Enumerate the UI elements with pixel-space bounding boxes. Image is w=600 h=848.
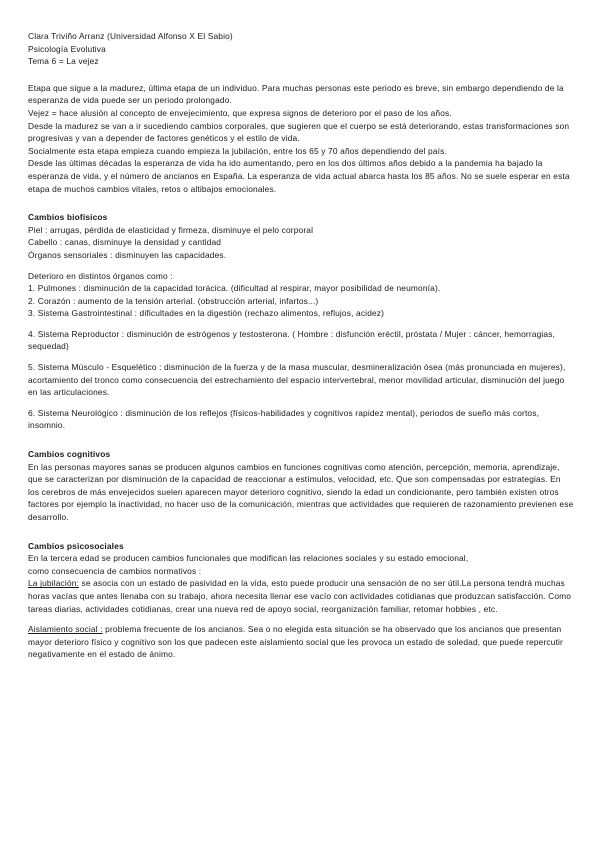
psicosociales-intro: En la tercera edad se producen cambios funcionales que modifican las relaciones sociales y su estado emocional,: [28, 553, 469, 564]
biofisicos-item: Piel : arrugas, pérdida de elasticidad y firmeza, disminuye el pelo corporal: [28, 224, 314, 235]
intro-paragraph: Vejez = hace alusión al concepto de envejecimiento, que expresa signos de deterioro por el paso de los años.: [28, 107, 452, 118]
organos-intro: Deterioro en distintos órganos como :: [28, 270, 173, 281]
intro-paragraph: Desde la madurez se van a ir sucediendo cambios corporales, que sugieren que el cuerpo se está deteriorando, estas transformaciones son progresivas y van a depender de factores genéticos y el estilo de vida.: [28, 120, 570, 144]
organo-item: 1. Pulmones : disminución de la capacidad torácica. (dificultad al respirar, mayor posibilidad de neumonía).: [28, 283, 441, 294]
jubilacion-text: se asocia con un estado de pasividad en la vida, esto puede producir una sensación de no ser útil.La persona tendrá muchas horas vacías que antes llenaba con su trabajo, ahora necesita llenar ese vacío con actividades cotidianas que produzcan satisfacción. Como tareas diarias, actividades cotidianas, crear una nueva red de apoyo social, reorganización familiar, retomar hobbies , etc.: [28, 578, 572, 614]
organo-musculo: 5. Sistema Músculo - Esquelético : disminución de la fuerza y de la masa muscular, desmineralización ósea (más pronunciada en mujeres), acortamiento del tronco como consecuencia del estrechamiento del espacio intervertebral, menor movilidad articular, disminución del juego en las articulaciones.: [28, 362, 566, 398]
jubilacion-label: La jubilación:: [28, 578, 79, 589]
organos-list: [28, 270, 574, 320]
intro-section: [28, 82, 574, 195]
subject-line: Psicología Evolutiva: [28, 43, 106, 54]
cognitivos-section: [28, 448, 574, 524]
cognitivos-paragraph: En las personas mayores sanas se producen algunos cambios en funciones cognitivas como atención, percepción, memoria, aprendizaje, que se caracterizan por disminución de la capacidad de reaccionar a estímulos, velocidad, etc. Que son compensadas por estrategias. En los cerebros de más envejecidos suelen aparecen mayor deterioro cognitivo, siendo la edad un condicionante, pero también existen otros factores por ejemplo la inactividad, no hacer uso de la comunicación, mientras que actividades que requieren de razonamiento previenen ese desarrollo.: [28, 461, 574, 522]
section-heading: Cambios psicosociales: [28, 540, 124, 551]
biofisicos-item: Cabello : canas, disminuye la densidad y cantidad: [28, 237, 222, 248]
biofisicos-section: [28, 211, 574, 432]
organo-item: 2. Corazón : aumento de la tensión arterial. (obstrucción arterial, infartos...): [28, 295, 319, 306]
organo-neurologico: 6. Sistema Neurológico : disminución de los reflejos (físicos-habilidades y cognitivos rapidez mental), periodos de sueño más cortos, insomnio.: [28, 407, 540, 431]
jubilacion-paragraph: [28, 577, 574, 615]
aislamiento-paragraph: [28, 623, 574, 661]
author-line: Clara Triviño Arranz (Universidad Alfonso X El Sabio): [28, 31, 233, 41]
aislamiento-label: Aislamiento social :: [28, 624, 103, 635]
intro-paragraph: Desde las últimas décadas la esperanza de vida ha ido aumentando, pero en los dos últimos años debido a la pandemia ha bajado la esperanza de vida, y el número de ancianos en España. La esperanza de vida actual abarca hasta los 85 años. No se suele esperar en esta etapa de muchos cambios vitales, retos o altibajos emocionales.: [28, 158, 570, 194]
section-heading: Cambios biofísicos: [28, 212, 108, 223]
section-heading: Cambios cognitivos: [28, 449, 111, 460]
biofisicos-item: Órganos sensoriales : disminuyen las capacidades.: [28, 249, 227, 260]
aislamiento-text: problema frecuente de los ancianos. Sea o no elegida esta situación se ha observado que los ancianos que presentan mayor deterioro físico y cognitivo son los que padecen este aislamiento social que les provoca un estado de soledad, que puede repercutir negativamente en el estado de ánimo.: [28, 624, 563, 660]
psicosociales-intro: como consecuencia de cambios normativos :: [28, 565, 202, 576]
intro-paragraph: Socialmente esta etapa empieza cuando empieza la jubilación, entre los 65 y 70 años dependiendo del país.: [28, 145, 447, 156]
psicosociales-section: [28, 540, 574, 661]
organo-reproductor: 4. Sistema Reproductor : disminución de estrógenos y testosterona. ( Hombre : disfunción eréctil, próstata / Mujer : cáncer, hemorragias, sequedad): [28, 328, 556, 352]
document-header: [28, 30, 574, 68]
intro-paragraph: Etapa que sigue a la madurez, última etapa de un individuo. Para muchas personas este periodo es breve, sin embargo dependiendo de la esperanza de vida puede ser un periodo prolongado.: [28, 82, 564, 106]
topic-line: Tema 6 = La vejez: [28, 56, 99, 67]
organo-item: 3. Sistema Gastrointestinal : dificultades en la digestión (rechazo alimentos, reflujos, acidez): [28, 308, 385, 319]
